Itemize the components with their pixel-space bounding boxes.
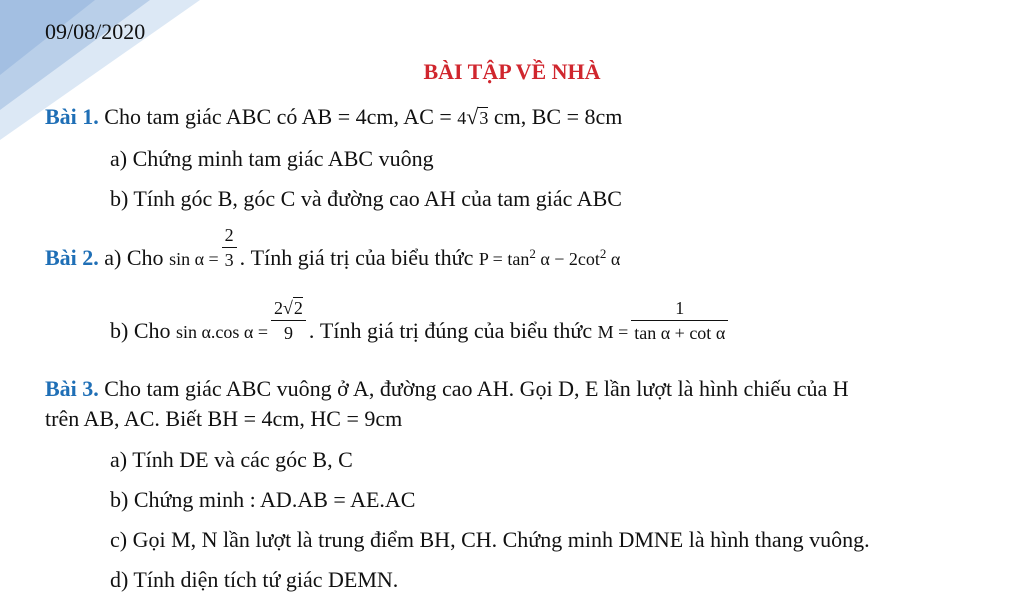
bai3-label: Bài 3.: [45, 376, 99, 401]
bai2b-num: 2√2: [271, 296, 306, 321]
bai2b-m-num: 1: [631, 296, 728, 321]
bai1-text-a: Cho tam giác ABC có AB = 4cm, AC =: [104, 104, 452, 129]
bai1-label: Bài 1.: [45, 104, 99, 129]
bai2b-fraction: [271, 296, 306, 345]
bai2b-line: [110, 298, 731, 345]
bai2a-den: 3: [224, 250, 234, 271]
bai1-line: [45, 104, 622, 131]
bai2-label: Bài 2.: [45, 245, 99, 270]
bai2a-num: 2: [222, 223, 237, 248]
date: 09/08/2020: [45, 19, 146, 44]
bai3-line1: [45, 376, 849, 402]
bai3-text2: trên AB, AC. Biết BH = 4cm, HC = 9cm: [45, 406, 403, 431]
bai2a-text: . Tính giá trị của biểu thức: [239, 245, 474, 270]
bai3-d: d) Tính diện tích tứ giác DEMN.: [110, 567, 399, 592]
bai2a-sin: sin α =: [169, 249, 219, 269]
bai1-radicand: 3: [479, 108, 489, 128]
bai3-c: c) Gọi M, N lần lượt là trung điểm BH, CH. Chứng minh DMNE là hình thang vuông.: [110, 527, 870, 552]
bai2b-den: 9: [283, 323, 293, 344]
bai2b-text: . Tính giá trị đúng của biểu thức: [308, 318, 593, 343]
bai3-text1: Cho tam giác ABC vuông ở A, đường cao AH. Gọi D, E lần lượt là hình chiếu của H: [104, 376, 849, 401]
bai2a-expression: $P = \tan^2 \alpha - 2\cot^2$ α: [478, 246, 621, 269]
bai2a-prefix: a) Cho: [104, 245, 164, 270]
bai2a-line: [45, 225, 621, 272]
bai2b-m-den: tan α + cot α: [634, 323, 726, 344]
bai2a-fraction: [222, 223, 237, 272]
bai1-coef: 4: [457, 108, 467, 128]
bai1-a: a) Chứng minh tam giác ABC vuông: [110, 146, 434, 171]
bai1-text-b: cm, BC = 8cm: [493, 104, 623, 129]
bai2b-m-fraction: [631, 296, 728, 345]
bai2b-sincos: sin α.cos α =: [176, 322, 269, 342]
bai1-b: b) Tính góc B, góc C và đường cao AH của tam giác ABC: [110, 186, 622, 211]
page-title: BÀI TẬP VỀ NHÀ: [423, 59, 601, 84]
bai1-sqrt-expr: 4√3: [457, 104, 489, 129]
bai3-a: a) Tính DE và các góc B, C: [110, 447, 353, 472]
bai3-b: b) Chứng minh : AD.AB = AE.AC: [110, 487, 416, 512]
bai2b-prefix: b) Cho: [110, 318, 171, 343]
bai2b-m: M =: [597, 322, 629, 342]
